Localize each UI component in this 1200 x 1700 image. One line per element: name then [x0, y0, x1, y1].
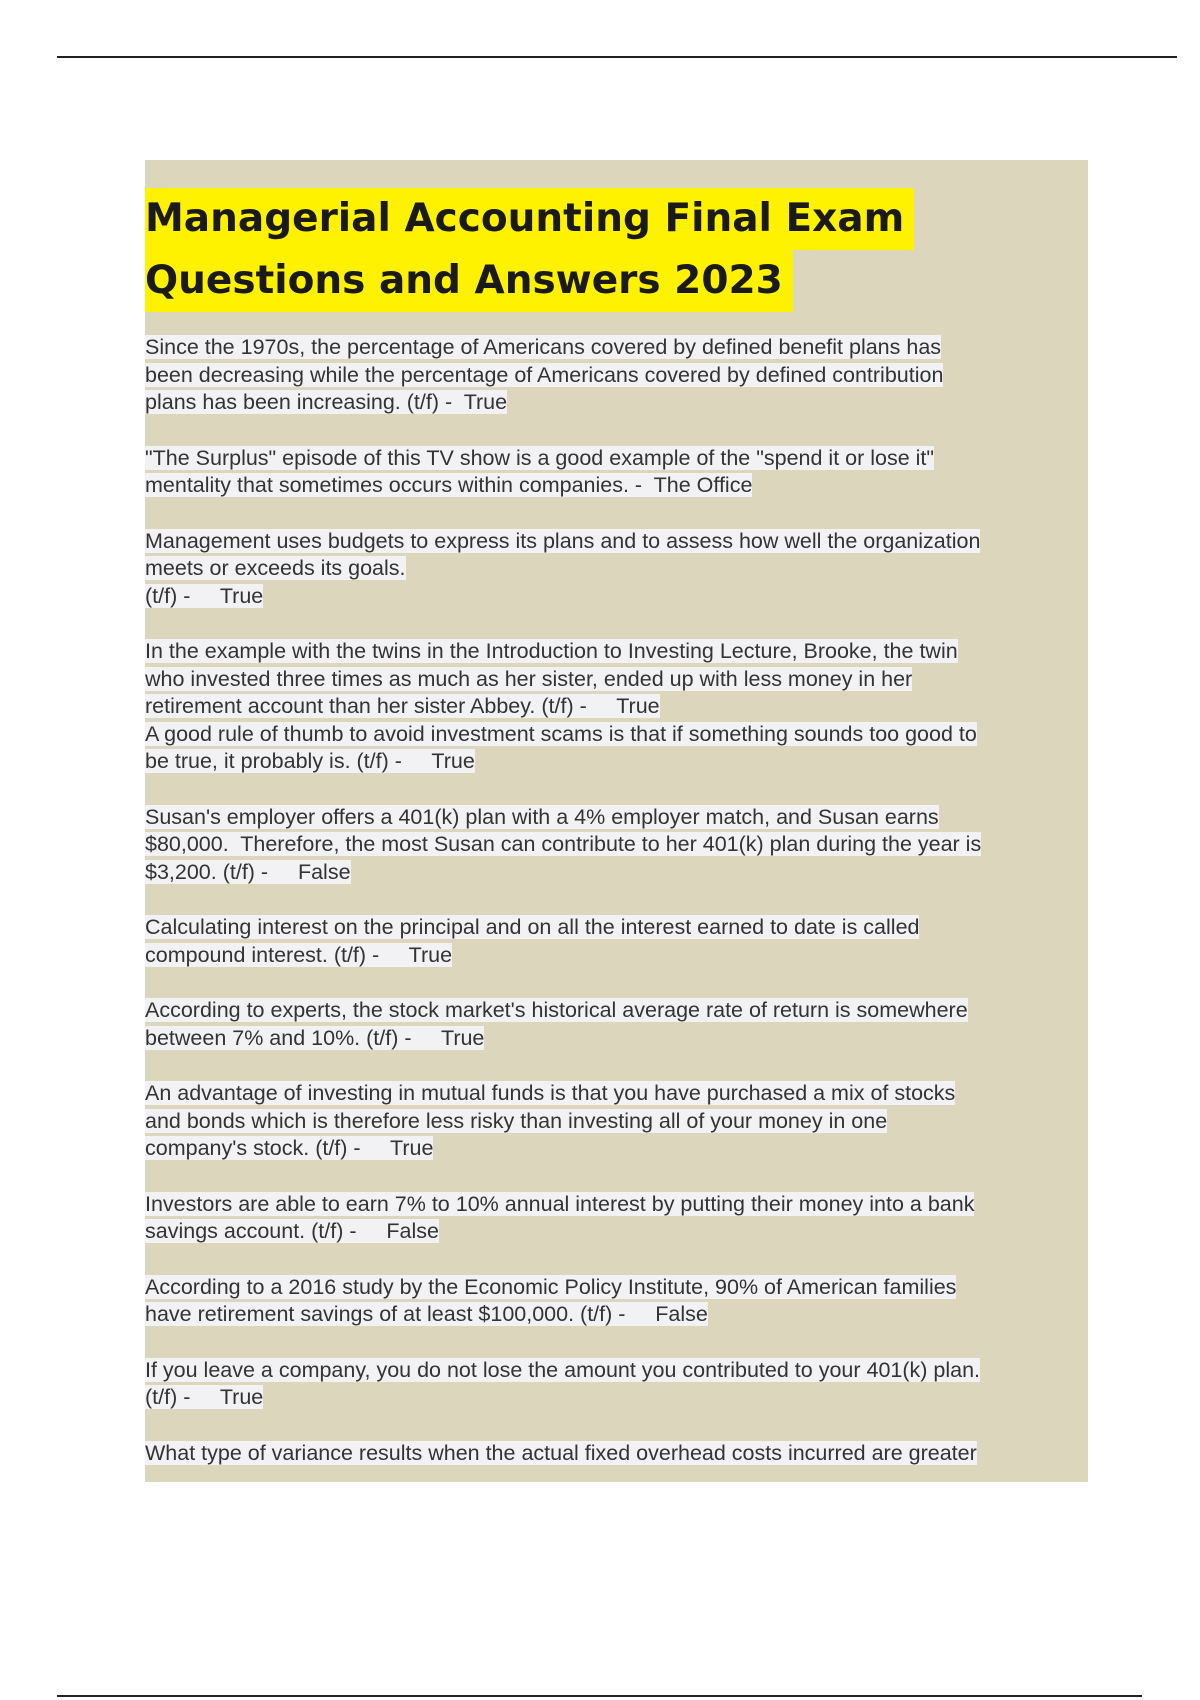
qa-item: What type of variance results when the actual fixed overhead costs incurred are greater	[145, 1440, 977, 1465]
qa-item: Management uses budgets to express its plans and to assess how well the organization meets or exceeds its goals. (t/f) - True	[145, 528, 981, 608]
header-rule	[57, 56, 1177, 58]
qa-item: An advantage of investing in mutual funds is that you have purchased a mix of stocks and bonds which is therefore less risky than investing all of your money in one company's stock. (t/f) - True	[145, 1081, 956, 1160]
title-line-2: Questions and Answers 2023	[145, 250, 793, 312]
qa-item: A good rule of thumb to avoid investment scams is that if something sounds too good to be true, it probably is. (t/f) - True	[145, 721, 977, 773]
qa-item: Investors are able to earn 7% to 10% annual interest by putting their money into a bank savings account. (t/f) - False	[145, 1191, 975, 1243]
qa-item: According to a 2016 study by the Economic Policy Institute, 90% of American families have retirement savings of at least $100,000. (t/f) - False	[145, 1274, 957, 1326]
qa-item: Since the 1970s, the percentage of Americans covered by defined benefit plans has been decreasing while the percentage of Americans covered by defined contribution plans has been increasing. (t/f) - True	[145, 335, 944, 414]
qa-item: Susan's employer offers a 401(k) plan with a 4% employer match, and Susan earns $80,000. Therefore, the most Susan can contribute to her 401(k) plan during the year is $3,200. (t/f) - False	[145, 804, 982, 884]
qa-item: If you leave a company, you do not lose the amount you contributed to your 401(k) plan. (t/f) - True	[145, 1357, 981, 1409]
qa-list	[145, 334, 1088, 1467]
document-title	[145, 188, 1088, 312]
qa-item: "The Surplus" episode of this TV show is a good example of the "spend it or lose it" mentality that sometimes occurs within companies. - The Office	[145, 445, 935, 497]
footer-rule	[57, 1695, 1142, 1697]
qa-item: In the example with the twins in the Introduction to Investing Lecture, Brooke, the twin who invested three times as much as her sister, ended up with less money in her retirement account than her sister Abbey. (t/f) - True	[145, 639, 958, 718]
title-line-1: Managerial Accounting Final Exam	[145, 188, 914, 250]
document-content	[145, 160, 1088, 1467]
qa-item: Calculating interest on the principal and on all the interest earned to date is called compound interest. (t/f) - True	[145, 915, 920, 967]
qa-item: According to experts, the stock market's historical average rate of return is somewhere between 7% and 10%. (t/f) - True	[145, 998, 968, 1050]
